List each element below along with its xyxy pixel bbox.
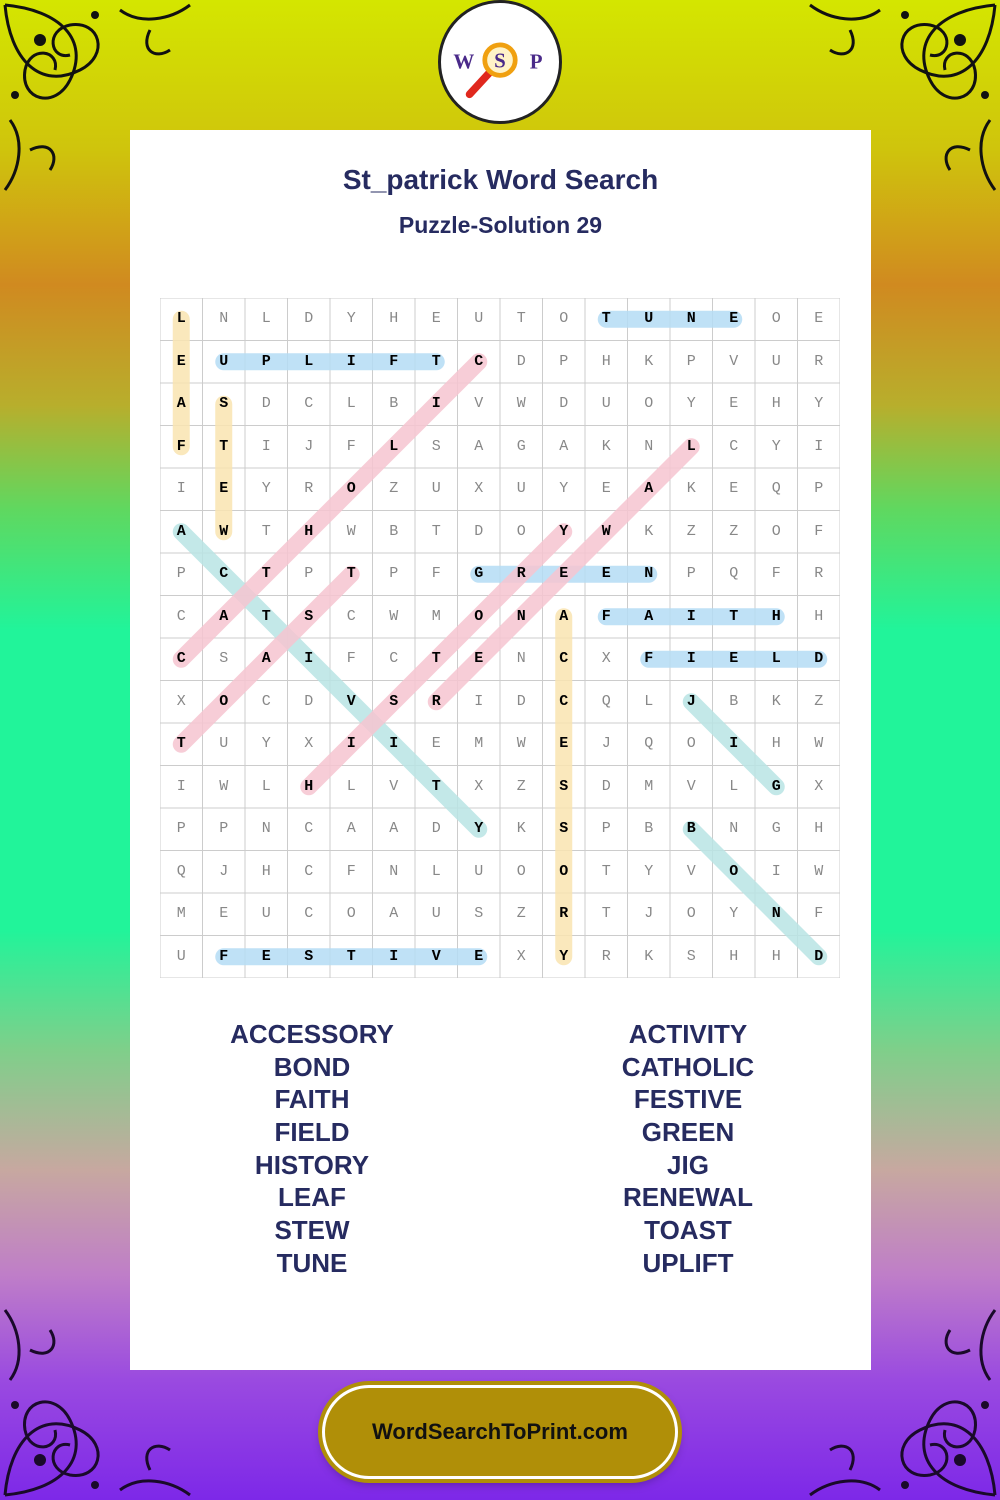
grid-cell[interactable]: P bbox=[601, 820, 611, 837]
grid-cell[interactable]: N bbox=[516, 650, 526, 667]
grid-cell[interactable]: C bbox=[474, 352, 484, 370]
grid-cell[interactable]: R bbox=[601, 947, 611, 965]
word-list-item: HISTORY bbox=[254, 1149, 370, 1180]
grid-cell[interactable]: O bbox=[559, 862, 569, 880]
grid-cell[interactable]: A bbox=[261, 650, 271, 667]
grid-cell[interactable]: A bbox=[219, 607, 229, 625]
grid-cell[interactable]: F bbox=[346, 862, 356, 880]
grid-cell[interactable]: E bbox=[431, 735, 441, 752]
grid-cell[interactable]: D bbox=[559, 395, 569, 412]
grid-cell[interactable]: X bbox=[516, 947, 526, 965]
grid-cell[interactable]: A bbox=[176, 395, 186, 412]
grid-cell[interactable]: I bbox=[686, 607, 696, 625]
grid-cell[interactable]: H bbox=[814, 820, 824, 837]
grid-cell[interactable]: S bbox=[304, 947, 314, 965]
grid-cell[interactable]: B bbox=[729, 692, 739, 710]
grid-cell[interactable]: K bbox=[601, 437, 611, 455]
grid-cell[interactable]: E bbox=[559, 565, 569, 582]
grid-cell[interactable]: O bbox=[771, 310, 781, 327]
grid-cell[interactable]: O bbox=[644, 395, 654, 412]
grid-cell[interactable]: S bbox=[559, 777, 569, 795]
grid-cell[interactable]: N bbox=[516, 607, 526, 625]
word-list-item: TOAST bbox=[644, 1215, 732, 1246]
grid-cell[interactable]: E bbox=[431, 310, 441, 327]
grid-cell[interactable]: N bbox=[771, 905, 781, 922]
grid-cell[interactable]: Q bbox=[601, 692, 611, 710]
grid-cell[interactable]: E bbox=[601, 480, 611, 497]
logo-letter-s: S bbox=[494, 48, 506, 73]
grid-cell[interactable]: T bbox=[601, 862, 611, 880]
grid-cell[interactable]: H bbox=[771, 395, 781, 412]
word-list-item: FESTIVE bbox=[633, 1084, 743, 1115]
grid-cell[interactable]: F bbox=[814, 905, 824, 922]
grid-cell[interactable]: C bbox=[346, 607, 356, 625]
grid-cell[interactable]: H bbox=[389, 310, 399, 327]
grid-cell[interactable]: B bbox=[686, 820, 696, 837]
grid-cell[interactable]: L bbox=[431, 862, 441, 880]
grid-cell[interactable]: T bbox=[346, 947, 356, 965]
grid-cell[interactable]: Y bbox=[771, 437, 781, 455]
grid-cell[interactable]: W bbox=[516, 735, 526, 752]
grid-cell[interactable]: E bbox=[814, 310, 824, 327]
grid-cell[interactable]: W bbox=[346, 522, 356, 540]
grid-cell[interactable]: S bbox=[219, 395, 229, 412]
grid-cell[interactable]: Y bbox=[346, 310, 356, 327]
grid-cell[interactable]: M bbox=[644, 777, 654, 795]
grid-cell[interactable]: V bbox=[431, 947, 441, 965]
grid-cell[interactable]: L bbox=[304, 352, 314, 370]
grid-cell[interactable]: U bbox=[176, 947, 186, 965]
grid-cell[interactable]: S bbox=[431, 437, 441, 455]
grid-cell[interactable]: E bbox=[729, 480, 739, 497]
grid-cell[interactable]: E bbox=[219, 480, 229, 497]
grid-cell[interactable]: Y bbox=[261, 735, 271, 752]
grid-cell[interactable]: L bbox=[686, 437, 696, 455]
grid-cell[interactable]: T bbox=[431, 522, 441, 540]
grid-cell[interactable]: I bbox=[389, 735, 399, 752]
grid-cell[interactable]: L bbox=[644, 692, 654, 710]
grid-cell[interactable]: K bbox=[771, 692, 781, 710]
grid-cell[interactable]: U bbox=[516, 480, 526, 497]
grid-cell[interactable]: C bbox=[389, 650, 399, 667]
grid-cell[interactable]: P bbox=[686, 352, 696, 370]
grid-cell[interactable]: C bbox=[729, 437, 739, 455]
grid-cell[interactable]: I bbox=[261, 437, 271, 455]
grid-cell[interactable]: A bbox=[346, 820, 356, 837]
grid-cell[interactable]: B bbox=[389, 522, 399, 540]
grid-cell[interactable]: F bbox=[346, 437, 356, 455]
grid-cell[interactable]: E bbox=[729, 650, 739, 667]
grid-cell[interactable]: H bbox=[771, 735, 781, 752]
grid-cell[interactable]: G bbox=[516, 437, 526, 455]
grid-cell[interactable]: M bbox=[431, 607, 441, 625]
grid-cell[interactable]: L bbox=[261, 777, 271, 795]
grid-cell[interactable]: D bbox=[516, 352, 526, 370]
grid-cell[interactable]: O bbox=[729, 862, 739, 880]
grid-cell[interactable]: P bbox=[176, 565, 186, 582]
grid-cell[interactable]: C bbox=[304, 820, 314, 837]
grid-cell[interactable]: P bbox=[261, 352, 271, 370]
grid-cell[interactable]: P bbox=[389, 565, 399, 582]
grid-cell[interactable]: N bbox=[219, 310, 229, 327]
grid-cell[interactable]: L bbox=[176, 310, 186, 327]
grid-cell[interactable]: R bbox=[559, 905, 569, 922]
grid-cell[interactable]: L bbox=[389, 437, 399, 455]
grid-cell[interactable]: I bbox=[346, 352, 356, 370]
grid-cell[interactable]: U bbox=[219, 735, 229, 752]
grid-cell[interactable]: R bbox=[304, 480, 314, 497]
grid-cell[interactable]: S bbox=[686, 947, 696, 965]
grid-cell[interactable]: K bbox=[644, 947, 654, 965]
grid-cell[interactable]: W bbox=[814, 735, 824, 752]
grid-cell[interactable]: O bbox=[686, 735, 696, 752]
grid-cell[interactable]: W bbox=[219, 522, 229, 540]
grid-cell[interactable]: U bbox=[261, 905, 271, 922]
word-search-grid bbox=[160, 298, 840, 978]
grid-cell[interactable]: U bbox=[219, 352, 229, 370]
grid-cell[interactable]: O bbox=[346, 480, 356, 497]
grid-cell[interactable]: U bbox=[474, 862, 484, 880]
grid-cell[interactable]: K bbox=[644, 522, 654, 540]
grid-cell[interactable]: O bbox=[559, 310, 569, 327]
grid-cell[interactable]: T bbox=[219, 437, 229, 455]
grid-cell[interactable]: X bbox=[304, 735, 314, 752]
grid-cell[interactable]: S bbox=[474, 905, 484, 922]
grid-cell[interactable]: Y bbox=[729, 905, 739, 922]
grid-cell[interactable]: T bbox=[346, 565, 356, 582]
grid-cell[interactable]: C bbox=[559, 692, 569, 710]
grid-cell[interactable]: Q bbox=[176, 862, 186, 880]
word-list-item: UPLIFT bbox=[642, 1247, 734, 1278]
grid-cell[interactable]: A bbox=[559, 607, 569, 625]
grid-cell[interactable]: A bbox=[474, 437, 484, 455]
grid-cell[interactable]: X bbox=[474, 480, 484, 497]
grid-cell[interactable]: T bbox=[176, 735, 186, 752]
grid-cell[interactable]: H bbox=[304, 522, 314, 540]
grid-cell[interactable]: C bbox=[304, 395, 314, 412]
grid-cell[interactable]: Z bbox=[389, 480, 399, 497]
grid-cell[interactable]: I bbox=[176, 480, 186, 497]
grid-cell[interactable]: G bbox=[474, 565, 484, 582]
grid-cell[interactable]: O bbox=[516, 522, 526, 540]
grid-cell[interactable]: W bbox=[814, 862, 824, 880]
grid-cell[interactable]: C bbox=[304, 862, 314, 880]
grid-cell[interactable]: H bbox=[261, 862, 271, 880]
grid-cell[interactable]: A bbox=[644, 607, 654, 625]
grid-cell[interactable]: H bbox=[729, 947, 739, 965]
grid-cell[interactable]: J bbox=[686, 692, 696, 710]
grid-cell[interactable]: L bbox=[346, 777, 356, 795]
grid-cell[interactable]: R bbox=[814, 565, 824, 582]
grid-cell[interactable]: T bbox=[261, 522, 271, 540]
magnifier-logo-icon[interactable] bbox=[438, 0, 562, 124]
grid-cell[interactable]: Q bbox=[644, 735, 654, 752]
grid-cell[interactable]: I bbox=[431, 395, 441, 412]
grid-cell[interactable]: U bbox=[601, 395, 611, 412]
grid-cell[interactable]: T bbox=[729, 607, 739, 625]
grid-cell[interactable]: M bbox=[474, 735, 484, 752]
grid-cell[interactable]: Y bbox=[261, 480, 271, 497]
grid-cell[interactable]: D bbox=[261, 395, 271, 412]
grid-cell[interactable]: X bbox=[601, 650, 611, 667]
grid-cell[interactable]: I bbox=[814, 437, 824, 455]
grid-cell[interactable]: D bbox=[814, 947, 824, 965]
word-list-item: LEAF bbox=[278, 1182, 346, 1213]
grid-cell[interactable]: U bbox=[431, 480, 441, 497]
grid-cell[interactable]: O bbox=[771, 522, 781, 540]
word-list-item: ACTIVITY bbox=[628, 1019, 748, 1049]
website-link-button[interactable]: WordSearchToPrint.com bbox=[322, 1385, 678, 1479]
grid-cell[interactable]: T bbox=[431, 777, 441, 795]
grid-cell[interactable]: V bbox=[686, 862, 696, 880]
grid-cell[interactable]: G bbox=[771, 777, 781, 795]
grid-cell[interactable]: L bbox=[346, 395, 356, 412]
grid-cell[interactable]: Z bbox=[729, 522, 739, 540]
grid-cell[interactable]: K bbox=[644, 352, 654, 370]
word-list-left bbox=[162, 1018, 462, 1280]
grid-cell[interactable]: N bbox=[686, 310, 696, 327]
grid-cell[interactable]: O bbox=[516, 862, 526, 880]
grid-cell[interactable]: W bbox=[516, 395, 526, 412]
grid-cell[interactable]: R bbox=[431, 692, 441, 710]
grid-cell[interactable]: V bbox=[729, 352, 739, 370]
grid-cell[interactable]: C bbox=[304, 905, 314, 922]
grid-cell[interactable]: I bbox=[346, 735, 356, 752]
grid-cell[interactable]: V bbox=[686, 777, 696, 795]
grid-cell[interactable]: J bbox=[219, 862, 229, 880]
word-list-item: FAITH bbox=[274, 1084, 350, 1115]
grid-cell[interactable]: W bbox=[219, 777, 229, 795]
grid-cell[interactable]: F bbox=[389, 352, 399, 370]
grid-cell[interactable]: I bbox=[729, 735, 739, 752]
grid-cell[interactable]: R bbox=[516, 565, 526, 582]
grid-cell[interactable]: E bbox=[261, 947, 271, 965]
grid-cell[interactable]: H bbox=[771, 607, 781, 625]
grid-cell[interactable]: N bbox=[729, 820, 739, 837]
grid-cell[interactable]: Y bbox=[814, 395, 824, 412]
logo-letter-p: P bbox=[529, 49, 543, 74]
grid-cell[interactable]: P bbox=[176, 820, 186, 837]
grid-cell[interactable]: E bbox=[474, 650, 484, 667]
grid-cell[interactable]: Y bbox=[559, 947, 569, 965]
grid-cell[interactable]: Y bbox=[686, 395, 696, 412]
grid-cell[interactable]: H bbox=[771, 947, 781, 965]
logo-letter-w: W bbox=[453, 49, 475, 74]
grid-cell[interactable]: Z bbox=[814, 692, 824, 710]
grid-cell[interactable]: A bbox=[559, 437, 569, 455]
grid-cell[interactable]: F bbox=[431, 565, 441, 582]
grid-cell[interactable]: U bbox=[431, 905, 441, 922]
grid-cell[interactable]: J bbox=[644, 905, 654, 922]
grid-cell[interactable]: D bbox=[304, 692, 314, 710]
page-subtitle: Puzzle-Solution 29 bbox=[398, 212, 603, 238]
word-list-item: RENEWAL bbox=[623, 1182, 753, 1213]
grid-cell[interactable]: F bbox=[176, 437, 186, 455]
grid-cell[interactable]: R bbox=[814, 352, 824, 370]
grid-cell[interactable]: Y bbox=[474, 820, 484, 837]
grid-cell[interactable]: N bbox=[261, 820, 271, 837]
grid-cell[interactable]: P bbox=[814, 480, 824, 497]
grid-cell[interactable]: O bbox=[686, 905, 696, 922]
grid-cell[interactable]: I bbox=[771, 862, 781, 880]
grid-cell[interactable]: I bbox=[686, 650, 696, 667]
grid-cells bbox=[160, 298, 840, 978]
grid-cell[interactable]: T bbox=[261, 565, 271, 582]
grid-cell[interactable]: I bbox=[176, 777, 186, 795]
grid-cell[interactable]: S bbox=[389, 692, 399, 710]
grid-cell[interactable]: B bbox=[389, 395, 399, 412]
grid-cell[interactable]: D bbox=[431, 820, 441, 837]
grid-cell[interactable]: N bbox=[389, 862, 399, 880]
grid-cell[interactable]: G bbox=[771, 820, 781, 837]
grid-cell[interactable]: C bbox=[219, 565, 229, 582]
grid-cell[interactable]: T bbox=[601, 905, 611, 922]
grid-cell[interactable]: Q bbox=[729, 565, 739, 582]
grid-cell[interactable]: D bbox=[601, 777, 611, 795]
grid-cell[interactable]: F bbox=[814, 522, 824, 540]
grid-cell[interactable]: S bbox=[304, 607, 314, 625]
grid-cell[interactable]: S bbox=[219, 650, 229, 667]
grid-cell[interactable]: F bbox=[601, 607, 611, 625]
grid-cell[interactable]: E bbox=[559, 735, 569, 752]
grid-cell[interactable]: D bbox=[304, 310, 314, 327]
grid-cell[interactable]: P bbox=[686, 565, 696, 582]
grid-cell[interactable]: C bbox=[176, 607, 186, 625]
page-title: St_patrick Word Search bbox=[342, 164, 659, 195]
grid-cell[interactable]: D bbox=[474, 522, 484, 540]
grid-cell[interactable]: O bbox=[474, 607, 484, 625]
grid-cell[interactable]: E bbox=[474, 947, 484, 965]
grid-cell[interactable]: H bbox=[814, 607, 824, 625]
word-list-item: STEW bbox=[274, 1215, 350, 1246]
grid-cell[interactable]: O bbox=[346, 905, 356, 922]
grid-cell[interactable]: F bbox=[644, 650, 654, 667]
grid-cell[interactable]: E bbox=[219, 905, 229, 922]
grid-cell[interactable]: T bbox=[261, 607, 271, 625]
grid-cell[interactable]: U bbox=[644, 310, 654, 327]
grid-cell[interactable]: Q bbox=[771, 480, 781, 497]
word-list-item: FIELD bbox=[274, 1117, 350, 1148]
grid-cell[interactable]: Y bbox=[559, 480, 569, 497]
grid-cell[interactable]: Z bbox=[516, 777, 526, 795]
word-list-item: ACCESSORY bbox=[230, 1019, 394, 1049]
grid-cell[interactable]: F bbox=[219, 947, 229, 965]
grid-cell[interactable]: A bbox=[389, 820, 399, 837]
grid-cell[interactable]: A bbox=[389, 905, 399, 922]
grid-cell[interactable]: U bbox=[474, 310, 484, 327]
grid-cell[interactable]: C bbox=[559, 650, 569, 667]
grid-cell[interactable]: A bbox=[176, 522, 186, 540]
grid-cell[interactable]: C bbox=[261, 692, 271, 710]
grid-cell[interactable]: Z bbox=[686, 522, 696, 540]
grid-cell[interactable]: E bbox=[601, 565, 611, 582]
grid-cell[interactable]: X bbox=[814, 777, 824, 795]
grid-cell[interactable]: H bbox=[601, 352, 611, 370]
grid-cell[interactable]: E bbox=[176, 352, 186, 370]
word-list-item: BOND bbox=[273, 1051, 351, 1082]
grid-cell[interactable]: D bbox=[516, 692, 526, 710]
grid-cell[interactable]: K bbox=[516, 820, 526, 837]
grid-cell[interactable]: I bbox=[304, 650, 314, 667]
grid-cell[interactable]: W bbox=[389, 607, 399, 625]
grid-cell[interactable]: E bbox=[729, 310, 739, 327]
grid-cell[interactable]: J bbox=[601, 735, 611, 752]
word-list-right bbox=[538, 1018, 838, 1280]
grid-cell[interactable]: Y bbox=[559, 522, 569, 540]
grid-cell[interactable]: M bbox=[176, 905, 186, 922]
grid-cell[interactable]: P bbox=[559, 352, 569, 370]
word-list-item: TUNE bbox=[276, 1247, 348, 1278]
grid-cell[interactable]: N bbox=[644, 565, 654, 582]
grid-cell[interactable]: I bbox=[389, 947, 399, 965]
grid-cell[interactable]: F bbox=[771, 565, 781, 582]
word-list-item: CATHOLIC bbox=[621, 1051, 755, 1082]
grid-cell[interactable]: X bbox=[474, 777, 484, 795]
grid-cell[interactable]: N bbox=[644, 437, 654, 455]
grid-cell[interactable]: P bbox=[219, 820, 229, 837]
grid-cell[interactable]: T bbox=[601, 310, 611, 327]
grid-cell[interactable]: S bbox=[559, 820, 569, 837]
grid-cell[interactable]: B bbox=[644, 820, 654, 837]
grid-cell[interactable]: C bbox=[176, 650, 186, 667]
grid-cell[interactable]: L bbox=[261, 310, 271, 327]
grid-cell[interactable]: O bbox=[219, 692, 229, 710]
grid-cell[interactable]: P bbox=[304, 565, 314, 582]
grid-cell[interactable]: J bbox=[304, 437, 314, 455]
grid-cell[interactable]: Y bbox=[644, 862, 654, 880]
grid-cell[interactable]: L bbox=[729, 777, 739, 795]
grid-cell[interactable]: T bbox=[431, 352, 441, 370]
grid-cell[interactable]: I bbox=[474, 692, 484, 710]
grid-cell[interactable]: V bbox=[474, 395, 484, 412]
grid-cell[interactable]: F bbox=[346, 650, 356, 667]
grid-cell[interactable]: T bbox=[516, 310, 526, 327]
grid-cell[interactable]: K bbox=[686, 480, 696, 497]
grid-cell[interactable]: T bbox=[431, 650, 441, 667]
grid-cell[interactable]: V bbox=[346, 692, 356, 710]
grid-cell[interactable]: D bbox=[814, 650, 824, 667]
grid-cell[interactable]: V bbox=[389, 777, 399, 795]
grid-cell[interactable]: W bbox=[601, 522, 611, 540]
word-list-item: GREEN bbox=[641, 1117, 735, 1148]
grid-cell[interactable]: U bbox=[771, 352, 781, 370]
grid-cell[interactable]: E bbox=[729, 395, 739, 412]
grid-cell[interactable]: Z bbox=[516, 905, 526, 922]
grid-cell[interactable]: X bbox=[176, 692, 186, 710]
word-list-item: JIG bbox=[667, 1149, 709, 1180]
grid-cell[interactable]: H bbox=[304, 777, 314, 795]
grid-cell[interactable]: L bbox=[771, 650, 781, 667]
grid-cell[interactable]: A bbox=[644, 480, 654, 497]
